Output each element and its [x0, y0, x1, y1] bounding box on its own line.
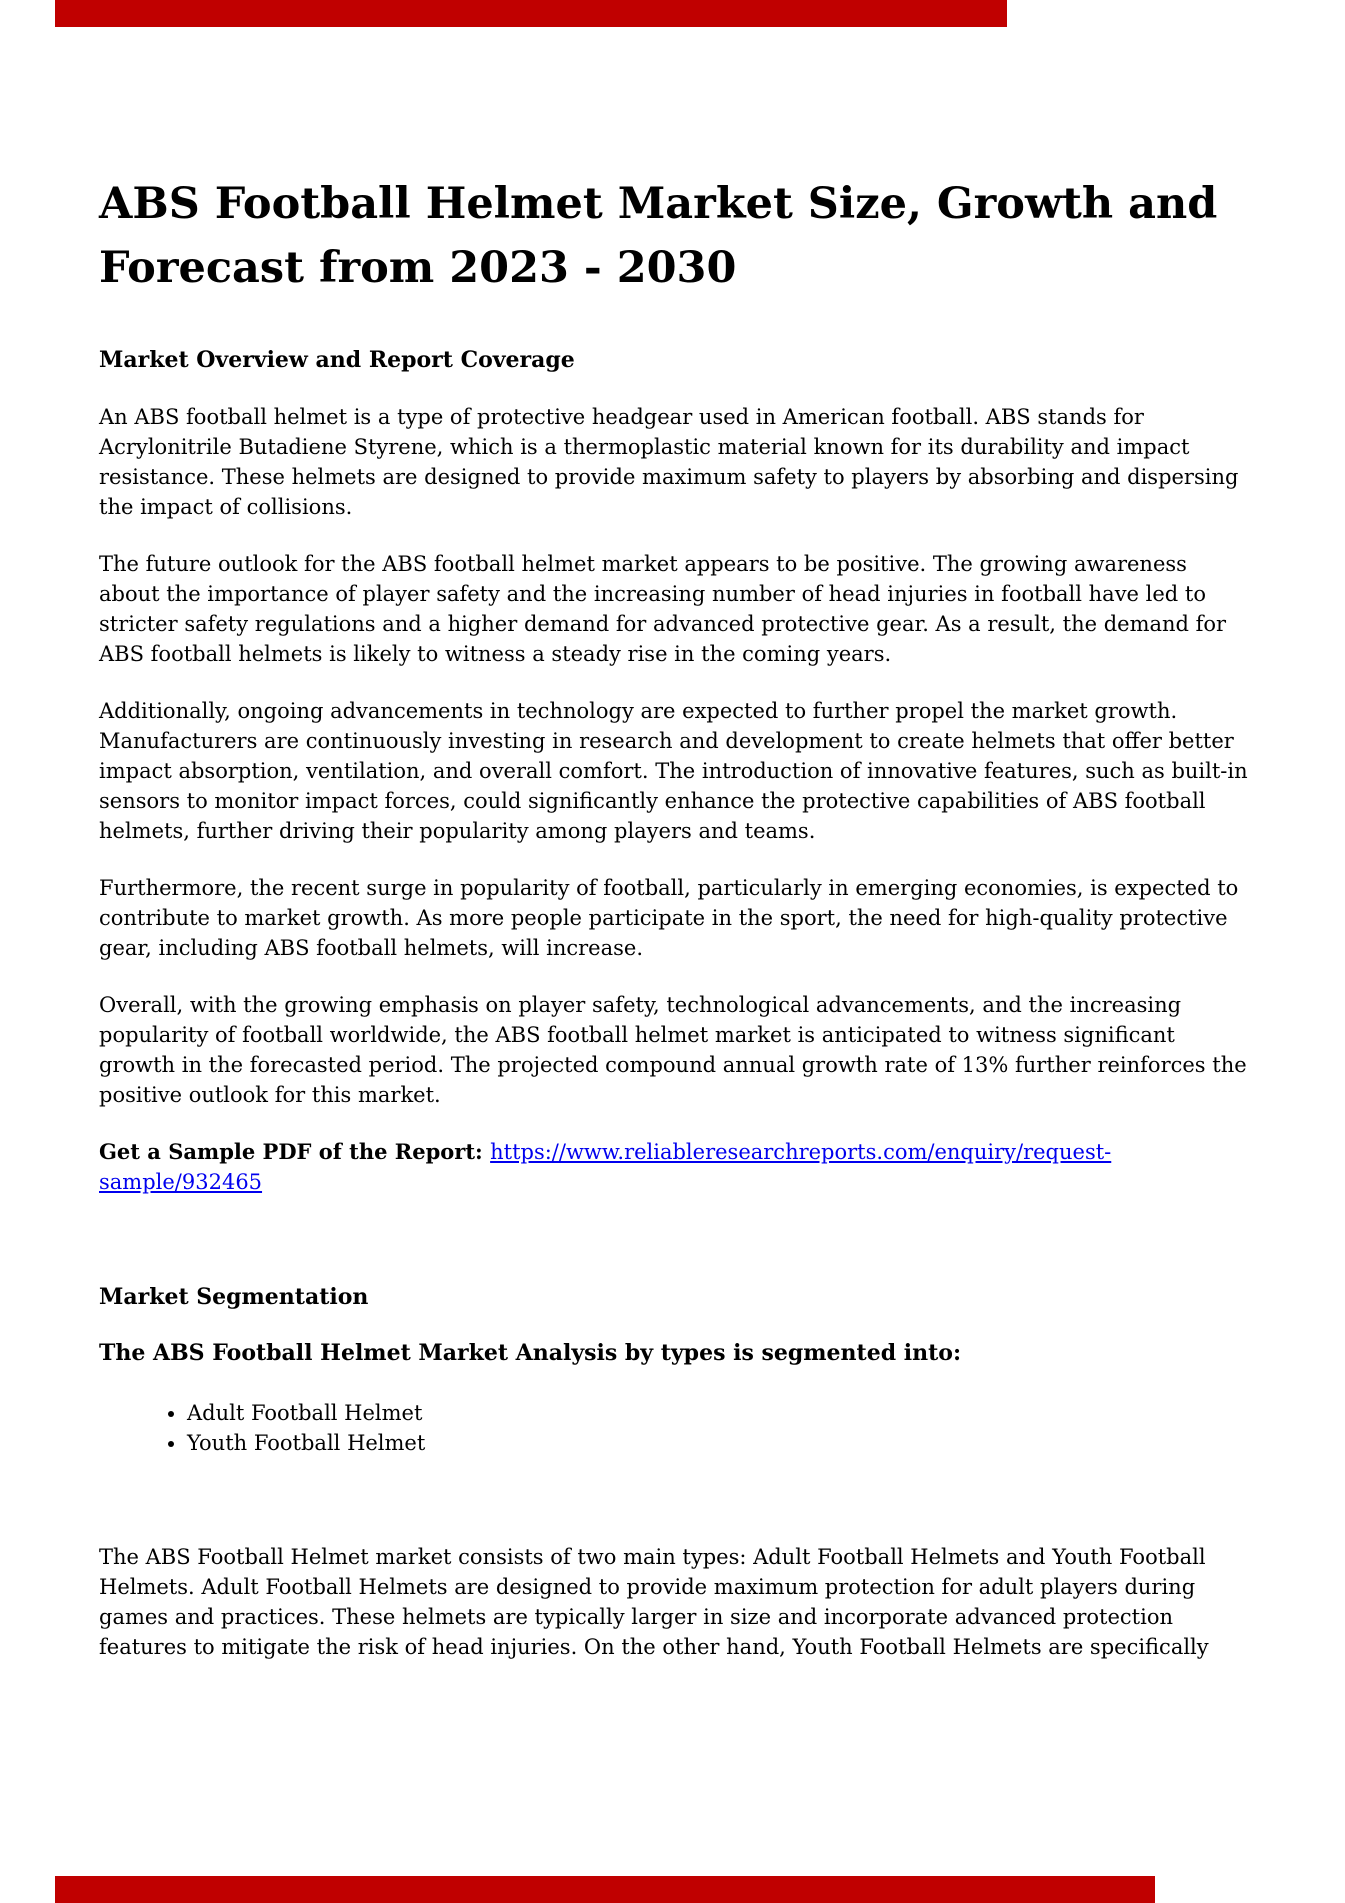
overview-paragraph-5: Overall, with the growing emphasis on player safety, technological advancements, and the increasing popularity of football worldwide, the ABS football helmet market is anticipated to witness significant growth in the forecasted period. The projected compound annual growth rate of 13% further reinforces the positive outlook for this market. [99, 993, 1247, 1107]
footer-redaction-bar [55, 1876, 1155, 1903]
overview-paragraph-3: Additionally, ongoing advancements in technology are expected to further propel the market growth. Manufacturers are continuously investing in research and development to create helmets that offer better impact absorption, ventilation, and overall comfort. The introduction of innovative features, such as built-in sensors to monitor impact forces, could significantly enhance the protective capabilities of ABS football helmets, further driving their popularity among players and teams. [99, 699, 1248, 843]
overview-paragraph-1: An ABS football helmet is a type of protective headgear used in American football. ABS stands for Acrylonitrile Butadiene Styrene, which is a thermoplastic material known for its durability and impact resistance. These helmets are designed to provide maximum safety to players by absorbing and dispersing the impact of collisions. [99, 405, 1239, 519]
overview-paragraph-4: Furthermore, the recent surge in popularity of football, particularly in emerging economies, is expected to contribute to market growth. As more people participate in the sport, the need for high-quality protective gear, including ABS football helmets, will increase. [99, 876, 1239, 960]
page-title: ABS Football Helmet Market Size, Growth and Forecast from 2023 - 2030 [99, 179, 1218, 293]
section-heading-overview: Market Overview and Report Coverage [99, 347, 575, 373]
sample-report-label: Get a Sample PDF of the Report: [99, 1139, 483, 1164]
list-item-adult-football-helmet: • Adult Football Helmet [187, 1398, 1250, 1428]
list-item-youth-football-helmet: • Youth Football Helmet [187, 1428, 1250, 1458]
overview-paragraph-2: The future outlook for the ABS football helmet market appears to be positive. The growing awareness about the importance of player safety and the increasing number of head injuries in football have led to stricter safety regulations and a higher demand for advanced protective gear. As a result, the demand for ABS football helmets is likely to witness a steady rise in the coming years. [99, 552, 1227, 666]
types-heading: The ABS Football Helmet Market Analysis by types is segmented into: [99, 1340, 962, 1366]
closing-paragraph: The ABS Football Helmet market consists of two main types: Adult Football Helmets and Youth Football Helmets. Adult Football Helmets are designed to provide maximum protection for adult players during games and practices. These helmets are typically larger in size and incorporate advanced protection features to mitigate the risk of head injuries. On the other hand, Youth Football Helmets are specifically [99, 1545, 1209, 1659]
sample-report-link-line-1: https://www.reliableresearchreports.com/enquiry/request- [490, 1140, 1112, 1164]
types-list [99, 1398, 1250, 1458]
sample-report-link-line-2: sample/932465 [99, 1170, 263, 1194]
sample-request-line [99, 1137, 1250, 1197]
section-heading-segmentation: Market Segmentation [99, 1284, 369, 1310]
